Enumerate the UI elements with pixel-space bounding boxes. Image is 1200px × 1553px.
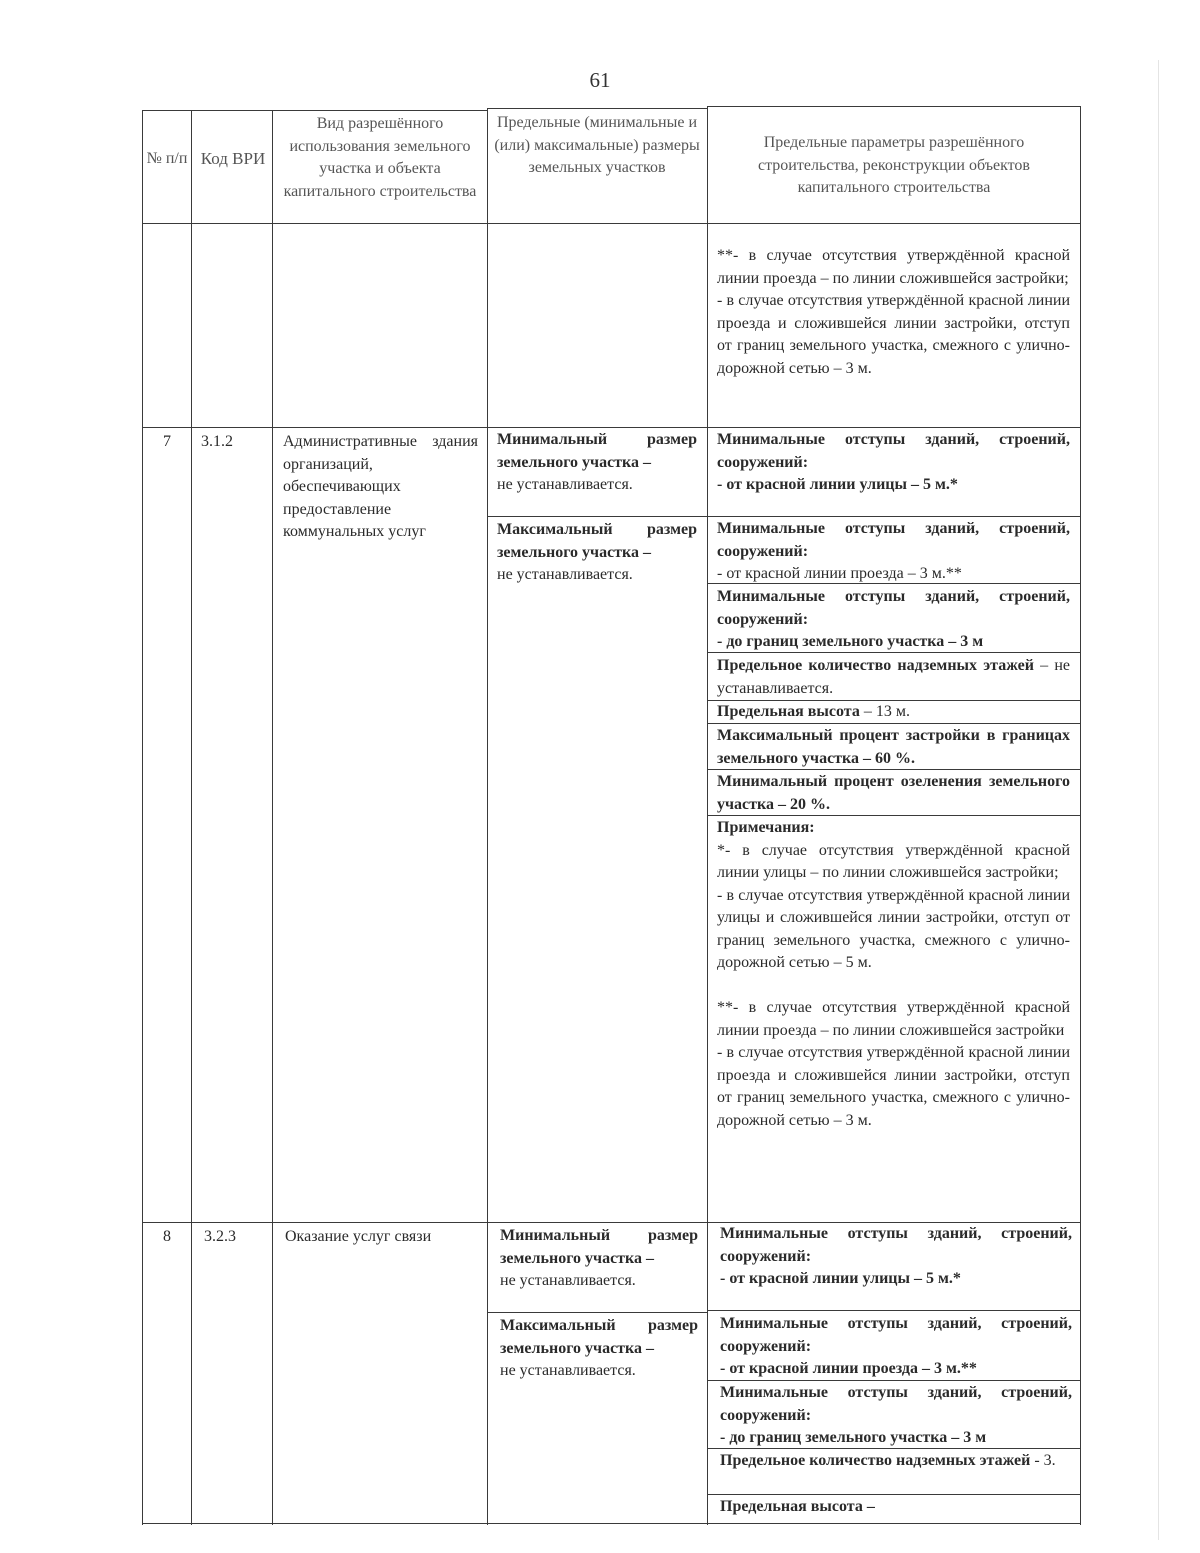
param-setback-street — [720, 1223, 1072, 1291]
param-value: - от красной линии улицы – 5 м.* — [720, 1270, 961, 1287]
param-height — [717, 701, 1070, 724]
param-title: Предельная высота — [717, 703, 860, 720]
param-min-greenery — [717, 771, 1070, 816]
min-size-value: не устанавливается. — [500, 1272, 636, 1289]
continuation-note-2a: **- в случае отсутствия утверждённой красной линии проезда – по линии сложившейся застройки; — [717, 247, 1070, 287]
note-2b: - в случае отсутствия утверждённой красной линии проезда и сложившейся линии застройки, отступ от границ земельного участка, смежного с улично-дорожной сетью – 3 м. — [717, 1044, 1070, 1129]
param-title: Максимальный процент застройки в границах земельного участка — [717, 727, 1070, 767]
param-value: – 60 %. — [859, 749, 916, 767]
param-title: Минимальные отступы зданий, строений, сооружений: — [720, 1225, 1072, 1265]
param-setback-street — [717, 429, 1070, 497]
max-size-title: Максимальный размер земельного участка – — [500, 1317, 698, 1357]
param-value: - до границ земельного участка – 3 м — [720, 1429, 987, 1446]
note-1b: - в случае отсутствия утверждённой красной линии улицы и сложившейся линии застройки, отступ от границ земельного участка, смежного с улично-дорожной сетью – 5 м. — [717, 886, 1070, 971]
param-height — [720, 1496, 1072, 1519]
param-setback-passage — [717, 518, 1070, 586]
header-usage-type: Вид разрешённого использования земельного участка и объекта капитального строительства — [283, 115, 477, 200]
param-setback-boundary — [717, 586, 1070, 654]
param-title: Предельное количество надземных этажей — [720, 1452, 1031, 1469]
note-1a: *- в случае отсутствия утверждённой красной линии улицы – по линии сложившейся застройки; — [717, 841, 1070, 881]
min-size-title: Минимальный размер земельного участка – — [497, 431, 697, 471]
max-size-cell — [497, 519, 697, 587]
param-title: Минимальный процент озеленения земельного участка — [717, 773, 1070, 813]
param-value: - от красной линии улицы – 5 м.* — [717, 476, 958, 493]
header-code: Код ВРИ — [200, 149, 266, 168]
notes-title: Примечания: — [717, 819, 815, 836]
max-size-value: не устанавливается. — [497, 566, 633, 583]
continuation-notes — [717, 245, 1070, 380]
header-plot-sizes: Предельные (минимальные и (или) максимальные) размеры земельных участков — [494, 114, 700, 176]
param-value: - от красной линии проезда – 3 м.** — [717, 565, 962, 582]
note-2a: **- в случае отсутствия утверждённой красной линии проезда – по линии сложившейся застройки — [717, 999, 1070, 1039]
param-title: Предельное количество надземных этажей — [717, 657, 1034, 674]
row-num: 8 — [163, 1228, 171, 1245]
header-params: Предельные параметры разрешённого строительства, реконструкции объектов капитального строительства — [758, 134, 1030, 196]
param-max-coverage — [717, 725, 1070, 770]
param-setback-passage — [720, 1313, 1072, 1381]
param-value: – не устанавливается. — [717, 657, 1070, 697]
row-code: 3.2.3 — [204, 1228, 236, 1245]
scan-edge-artifact — [1158, 60, 1159, 1540]
page-number: 61 — [589, 68, 611, 92]
param-value: - до границ земельного участка – 3 м — [717, 633, 984, 650]
param-notes — [717, 817, 1070, 1132]
row-num: 7 — [163, 433, 171, 450]
min-size-cell — [497, 429, 697, 497]
param-value: – 13 м. — [859, 703, 910, 720]
max-size-value: не устанавливается. — [500, 1362, 636, 1379]
param-title: Минимальные отступы зданий, строений, сооружений: — [717, 588, 1070, 628]
param-title: Минимальные отступы зданий, строений, сооружений: — [717, 520, 1070, 560]
max-size-cell — [500, 1315, 698, 1383]
param-setback-boundary — [720, 1382, 1072, 1450]
param-title: Предельная высота – — [720, 1498, 875, 1515]
param-floors — [717, 655, 1070, 700]
min-size-value: не устанавливается. — [497, 476, 633, 493]
param-floors — [720, 1450, 1072, 1473]
continuation-note-2b: - в случае отсутствия утверждённой красной линии проезда и сложившейся линии застройки, отступ от границ земельного участка, смежного с улично-дорожной сетью – 3 м. — [717, 292, 1070, 377]
param-value: - от красной линии проезда – 3 м.** — [720, 1360, 977, 1377]
param-value: – 20 %. — [773, 795, 830, 813]
param-value: - 3. — [1030, 1452, 1056, 1469]
min-size-cell — [500, 1225, 698, 1293]
min-size-title: Минимальный размер земельного участка – — [500, 1227, 698, 1267]
param-title: Минимальные отступы зданий, строений, сооружений: — [717, 431, 1070, 471]
max-size-title: Максимальный размер земельного участка – — [497, 521, 697, 561]
row-usage: Административные здания организаций, обеспечивающих предоставление коммунальных услуг — [283, 433, 478, 540]
row-code: 3.1.2 — [201, 433, 233, 450]
row-usage: Оказание услуг связи — [285, 1228, 432, 1245]
header-num: № п/п — [146, 150, 188, 167]
param-title: Минимальные отступы зданий, строений, сооружений: — [720, 1384, 1072, 1424]
param-title: Минимальные отступы зданий, строений, сооружений: — [720, 1315, 1072, 1355]
